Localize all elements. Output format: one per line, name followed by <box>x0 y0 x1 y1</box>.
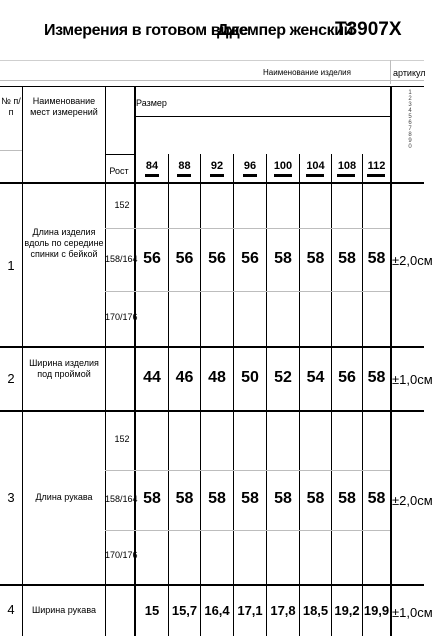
row-1-height-3: 170/176 <box>105 312 138 322</box>
title-row <box>0 0 424 61</box>
row-2-value-108: 56 <box>338 369 356 386</box>
row-2-value-104: 54 <box>306 369 325 386</box>
row-4-name: Ширина рукава <box>31 605 96 615</box>
row-4-tolerance: ±1,0см <box>392 605 433 620</box>
row-3-value-100: 58 <box>274 490 292 507</box>
row-3-num: 3 <box>7 490 15 505</box>
size-84: 84 <box>145 160 159 172</box>
article-vertical-text: 1 2 3 4 5 6 7 8 9 0 <box>408 90 412 150</box>
row-4-value-104: 18,5 <box>302 603 329 618</box>
row-4-num: 4 <box>7 602 15 617</box>
row-1-value-104: 58 <box>306 250 325 267</box>
row-3-height-3: 170/176 <box>105 550 138 560</box>
row-2-value-96: 50 <box>241 369 259 386</box>
row-1-value-112: 58 <box>367 250 386 267</box>
row-1-value-100: 58 <box>274 250 292 267</box>
size-104: 104 <box>306 160 325 172</box>
product-name: Джемпер женский <box>217 22 354 39</box>
product-code: Т3907Х <box>335 19 402 40</box>
row-4-value-84: 15 <box>144 603 160 618</box>
row-3-height-1: 152 <box>114 434 130 444</box>
row-1-height-1: 152 <box>114 200 130 210</box>
row-1-height-2: 158/164 <box>105 254 138 264</box>
col-measure-label: Наименование мест измерений <box>30 96 98 117</box>
size-100: 100 <box>273 160 293 172</box>
row-3-height-2: 158/164 <box>105 494 138 504</box>
row-1-value-88: 56 <box>175 250 194 267</box>
row-4-value-92: 16,4 <box>204 603 230 618</box>
size-96: 96 <box>243 160 257 172</box>
size-112: 112 <box>367 160 386 172</box>
row-3-value-104: 58 <box>306 490 325 507</box>
row-4-value-100: 17,8 <box>270 603 296 618</box>
row-1-value-108: 58 <box>338 250 356 267</box>
row-3-value-84: 58 <box>143 490 161 507</box>
row-2-name: Ширина изделия под проймой <box>29 358 99 379</box>
row-1-value-92: 56 <box>208 250 226 267</box>
sheet-title: Измерения в готовом виде <box>44 22 248 39</box>
row-4-value-88: 15,7 <box>171 603 198 618</box>
row-3-value-92: 58 <box>208 490 226 507</box>
row-1-num: 1 <box>7 258 15 273</box>
size-label: Размер <box>136 98 167 108</box>
row-3-value-112: 58 <box>367 490 386 507</box>
item-name-label: Наименование изделия <box>263 68 351 77</box>
row-2-value-112: 58 <box>367 369 386 386</box>
row-2-value-100: 52 <box>274 369 292 386</box>
row-2-num: 2 <box>7 371 15 386</box>
size-108: 108 <box>337 160 357 172</box>
row-3-value-96: 58 <box>241 490 259 507</box>
row-3-value-88: 58 <box>175 490 194 507</box>
row-3-tolerance: ±2,0см <box>392 493 433 508</box>
col-num-label: № п/п <box>1 96 21 117</box>
row-1-tolerance: ±2,0см <box>392 253 433 268</box>
row-4-value-96: 17,1 <box>237 603 263 618</box>
row-3-name: Длина рукава <box>35 492 93 502</box>
row-1-name: Длина изделия вдоль по середине спинки с бейкой <box>24 227 104 259</box>
row-2-tolerance: ±1,0см <box>392 372 433 387</box>
row-2-value-88: 46 <box>175 369 194 386</box>
article-label: артикул <box>393 68 426 78</box>
row-1-value-84: 56 <box>143 250 161 267</box>
row-4-value-112: 19,9 <box>363 603 390 618</box>
height-label: Рост <box>109 166 129 176</box>
row-2-value-92: 48 <box>208 369 226 386</box>
size-88: 88 <box>178 160 191 172</box>
size-92: 92 <box>210 160 224 172</box>
row-2-value-84: 44 <box>143 369 161 386</box>
row-1-value-96: 56 <box>241 250 259 267</box>
row-4-value-108: 19,2 <box>334 603 360 618</box>
row-3-value-108: 58 <box>338 490 356 507</box>
